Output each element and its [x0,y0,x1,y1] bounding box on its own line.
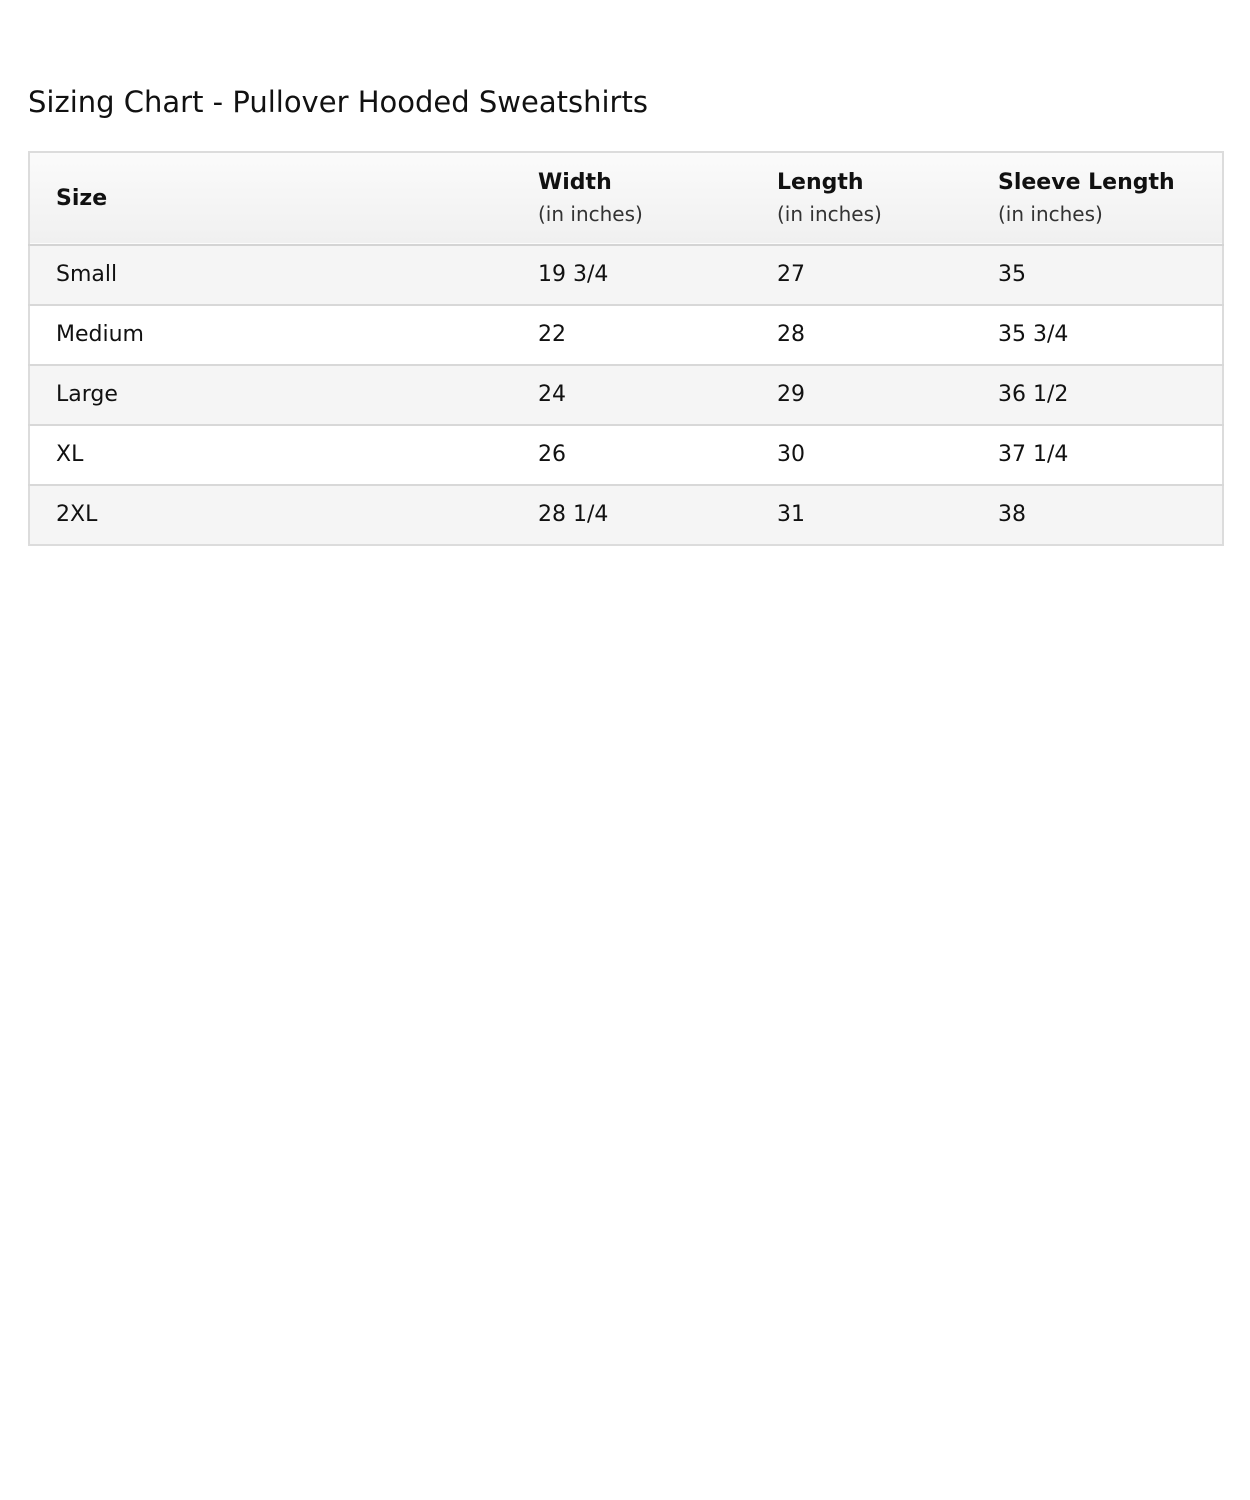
cell-text: 29 [777,382,805,407]
cell-text: 24 [538,382,566,407]
cell-text: 22 [538,322,566,347]
cell-text: 28 1/4 [538,502,609,527]
header-length [751,152,972,245]
cell-size [29,485,512,545]
cell-text: 37 1/4 [998,442,1069,467]
header-unit: (in inches) [998,201,1103,226]
header-sleeve-length [972,152,1223,245]
cell-width [512,245,751,305]
cell-length [751,365,972,425]
cell-width [512,425,751,485]
cell-text: 27 [777,262,805,287]
cell-length [751,245,972,305]
header-label: Length [777,169,864,195]
cell-text: XL [56,442,84,467]
table-row [29,365,1223,425]
cell-size [29,425,512,485]
table-header [29,152,1223,245]
header-unit: (in inches) [538,201,643,226]
cell-length [751,425,972,485]
header-label: Size [56,185,108,211]
cell-text: 35 3/4 [998,322,1069,347]
cell-sleeve-length [972,305,1223,365]
table-row [29,305,1223,365]
table-row [29,485,1223,545]
cell-size [29,365,512,425]
header-label: Sleeve Length [998,169,1175,195]
cell-text: 28 [777,322,805,347]
header-unit: (in inches) [777,201,882,226]
table-row [29,425,1223,485]
cell-text: 35 [998,262,1026,287]
header-size [29,152,512,245]
table-body [29,245,1223,545]
cell-text: 38 [998,502,1026,527]
cell-length [751,485,972,545]
table-row [29,245,1223,305]
cell-width [512,305,751,365]
cell-sleeve-length [972,485,1223,545]
sizing-table [28,151,1224,546]
cell-text: Large [56,382,118,407]
cell-text: Medium [56,322,144,347]
cell-size [29,245,512,305]
cell-text: 36 1/2 [998,382,1069,407]
cell-size [29,305,512,365]
cell-text: Small [56,262,118,287]
page-title: Sizing Chart - Pullover Hooded Sweatshirts [28,85,648,119]
cell-text: 30 [777,442,805,467]
cell-text: 19 3/4 [538,262,609,287]
header-row [29,152,1223,245]
cell-length [751,305,972,365]
cell-sleeve-length [972,245,1223,305]
cell-text: 31 [777,502,805,527]
cell-width [512,485,751,545]
cell-sleeve-length [972,365,1223,425]
header-width [512,152,751,245]
cell-sleeve-length [972,425,1223,485]
cell-text: 26 [538,442,566,467]
cell-width [512,365,751,425]
cell-text: 2XL [56,502,98,527]
header-label: Width [538,169,612,195]
